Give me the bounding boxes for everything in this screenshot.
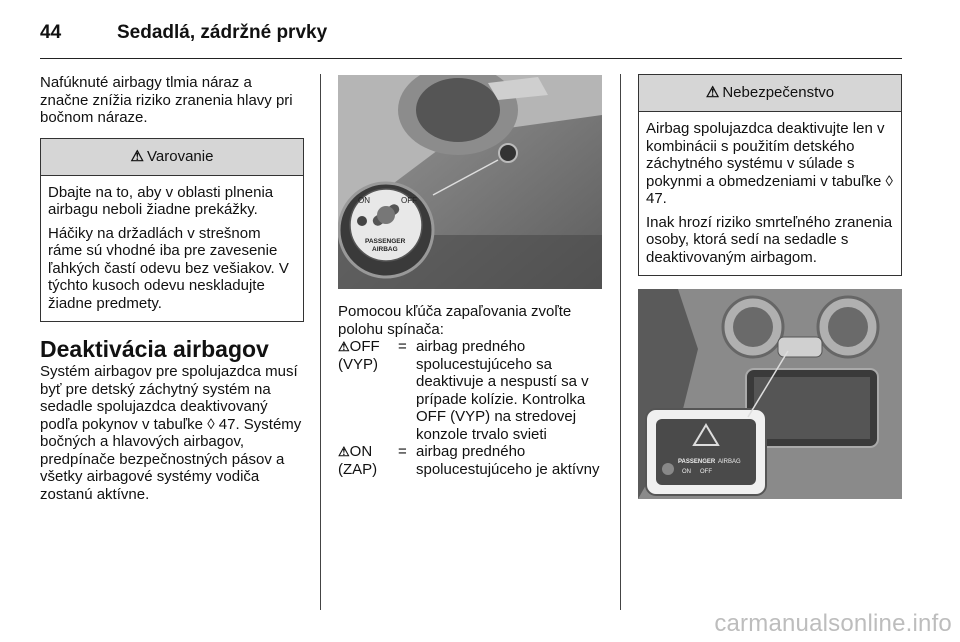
column-middle xyxy=(338,74,604,478)
console-label-passenger: PASSENGER xyxy=(678,459,716,465)
definition-term: ⚠OFF (VYP) xyxy=(338,338,380,373)
danger-paragraph: Airbag spolujazdca deaktivujte len v kombinácii s použitím detského záchytného systému v súlade s pokynmi a obmedzeniami v tabuľke ◊ 47. xyxy=(646,120,893,207)
danger-icon: ⚠ xyxy=(705,84,720,101)
section-heading: Deaktivácia airbagov xyxy=(40,336,269,362)
console-label-on: ON xyxy=(682,469,691,475)
console-label-airbag: AIRBAG xyxy=(718,459,741,465)
column-left xyxy=(40,74,304,503)
column-right xyxy=(638,74,902,499)
warning-icon: ⚠ xyxy=(130,147,144,165)
console-indicator-illustration xyxy=(638,289,902,499)
warning-title: Varovanie xyxy=(147,147,214,165)
definition-description: airbag predného spolucestujúceho je aktívny xyxy=(416,443,600,478)
warning-paragraph: Háčiky na držadlách v strešnom ráme sú vhodné iba pre zavesenie ľahkých častí odevu bez vešiakov. V týchto kusoch odevu neskladujte žiadne predmety. xyxy=(48,224,289,312)
airbag-switch-illustration xyxy=(338,75,602,289)
definition-row xyxy=(338,338,604,443)
warning-paragraph: Dbajte na to, aby v oblasti plnenia airbagu neboli žiadne prekážky. xyxy=(48,183,274,218)
airbag-switch-photo xyxy=(338,75,602,289)
watermark: carmanualsonline.info xyxy=(714,610,952,637)
switch-label-on: ON xyxy=(358,196,370,205)
console-indicator-photo xyxy=(638,289,902,499)
column-divider xyxy=(320,74,321,610)
switch-label-airbag: AIRBAG xyxy=(372,246,398,253)
definition-row xyxy=(338,443,604,478)
console-label-off: OFF xyxy=(700,469,712,475)
danger-title: Nebezpečenstvo xyxy=(722,84,835,101)
danger-paragraph: Inak hrozí riziko smrteľného zranenia osoby, ktorá sedí na sedadle s deaktivovaným airbagom. xyxy=(646,213,893,266)
page-number: 44 xyxy=(40,22,62,43)
page-header xyxy=(40,18,902,59)
definition-list xyxy=(338,338,604,478)
danger-box xyxy=(638,74,902,276)
intro-paragraph: Nafúknuté airbagy tlmia náraz a značne znížia riziko zranenia hlavy pri bočnom náraze. xyxy=(40,74,293,126)
page-title: Sedadlá, zádržné prvky xyxy=(117,22,328,43)
definition-description: airbag predného spolucestujúceho sa deaktivuje a nespustí sa v prípade kolízie. Kontrolka OFF (VYP) na stredovej konzole trvalo svieti xyxy=(416,338,589,443)
switch-label-off: OFF xyxy=(401,196,417,205)
definition-term: ⚠ON (ZAP) xyxy=(338,443,378,478)
definition-equals: = xyxy=(398,443,407,460)
danger-box-body xyxy=(639,112,901,275)
definition-equals: = xyxy=(398,338,407,355)
switch-label-passenger: PASSENGER xyxy=(365,238,406,245)
danger-box-header xyxy=(639,75,901,112)
warning-box-header xyxy=(41,139,303,176)
warning-box xyxy=(40,138,304,323)
warning-box-body xyxy=(41,176,303,322)
column-divider xyxy=(620,74,621,610)
caption: Pomocou kľúča zapaľovania zvoľte polohu spínača: xyxy=(338,303,572,338)
airbag-on-icon: ⚠ xyxy=(338,444,350,459)
airbag-off-icon: ⚠ xyxy=(338,339,350,354)
body-paragraph: Systém airbagov pre spolujazdca musí byť pre detský záchytný systém na sedadle spolujazdca deaktivovaný podľa pokynov v tabuľke ◊ 47. Systémy bočných a hlavových airbagov, predpínače bezpečnostných pásov a všetky airbagové systémy vodiča zostanú aktívne. xyxy=(40,363,302,503)
